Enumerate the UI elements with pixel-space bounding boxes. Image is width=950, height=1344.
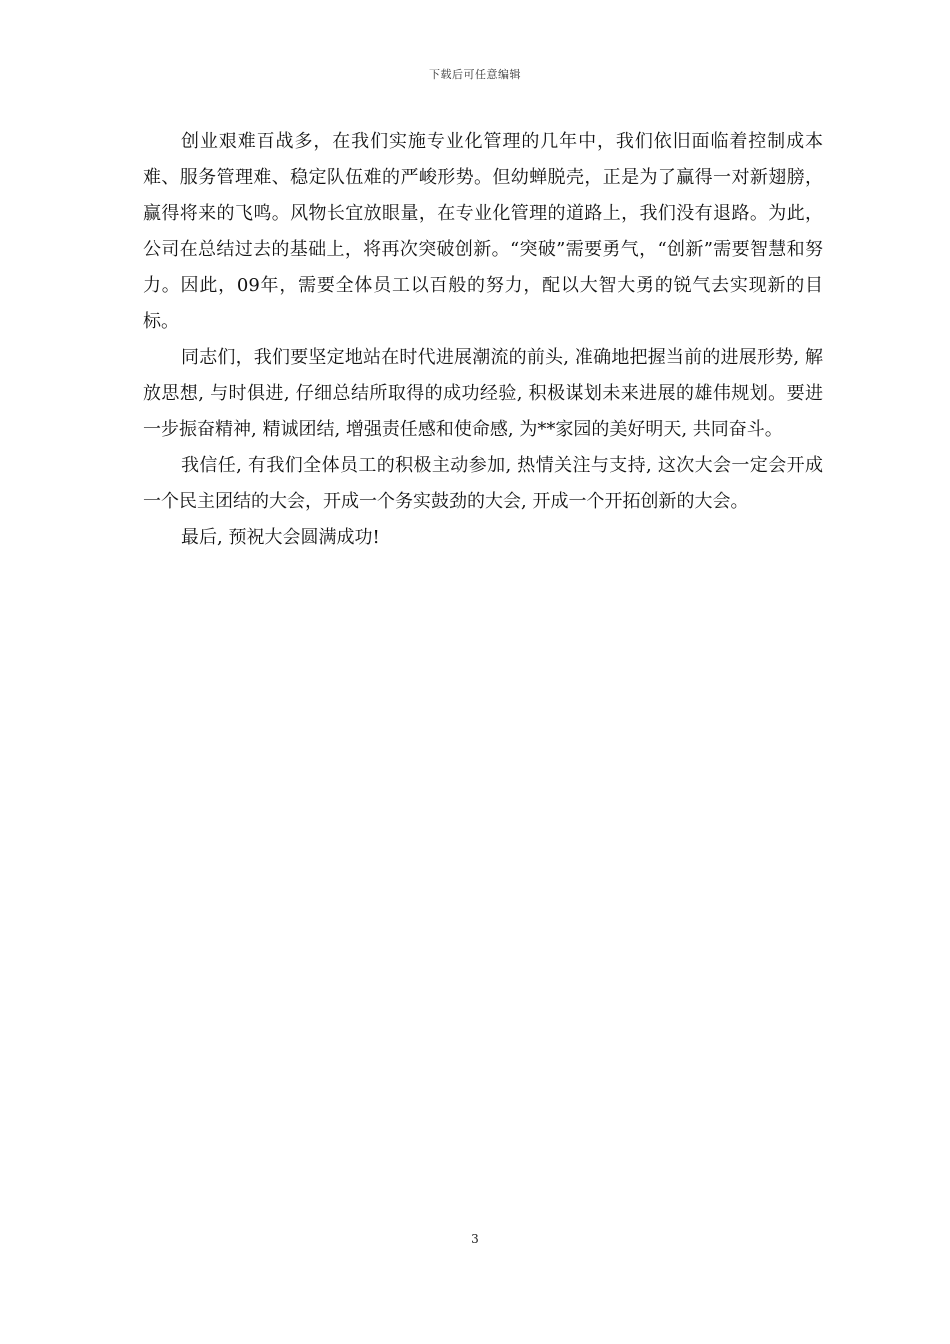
page-header: 下载后可任意编辑 bbox=[429, 68, 521, 81]
paragraph-3: 我信任, 有我们全体员工的积极主动参加, 热情关注与支持, 这次大会一定会开成一个民主团结的大会，开成一个务实鼓劲的大会, 开成一个开拓创新的大会。 bbox=[143, 455, 823, 512]
paragraph-2: 同志们，我们要坚定地站在时代进展潮流的前头, 准确地把握当前的进展形势, 解放思想, 与时俱进, 仔细总结所取得的成功经验, 积极谋划未来进展的雄伟规划。要进一步振奋精神, 精诚团结, 增强责任感和使命感, 为**家园的美好明天, 共同奋斗。 bbox=[143, 347, 823, 440]
page-number: 3 bbox=[471, 1232, 479, 1246]
closing-line: 最后, 预祝大会圆满成功! bbox=[181, 527, 380, 548]
document-body bbox=[143, 124, 823, 556]
paragraph-1: 创业艰难百战多，在我们实施专业化管理的几年中，我们依旧面临着控制成本难、服务管理难、稳定队伍难的严峻形势。但幼蝉脱壳，正是为了赢得一对新翅膀，赢得将来的飞鸣。风物长宜放眼量，在专业化管理的道路上，我们没有退路。为此，公司在总结过去的基础上，将再次突破创新。“突破”需要勇气，“创新”需要智慧和努力。因此，09年，需要全体员工以百般的努力，配以大智大勇的锐气去实现新的目标。 bbox=[143, 131, 823, 332]
